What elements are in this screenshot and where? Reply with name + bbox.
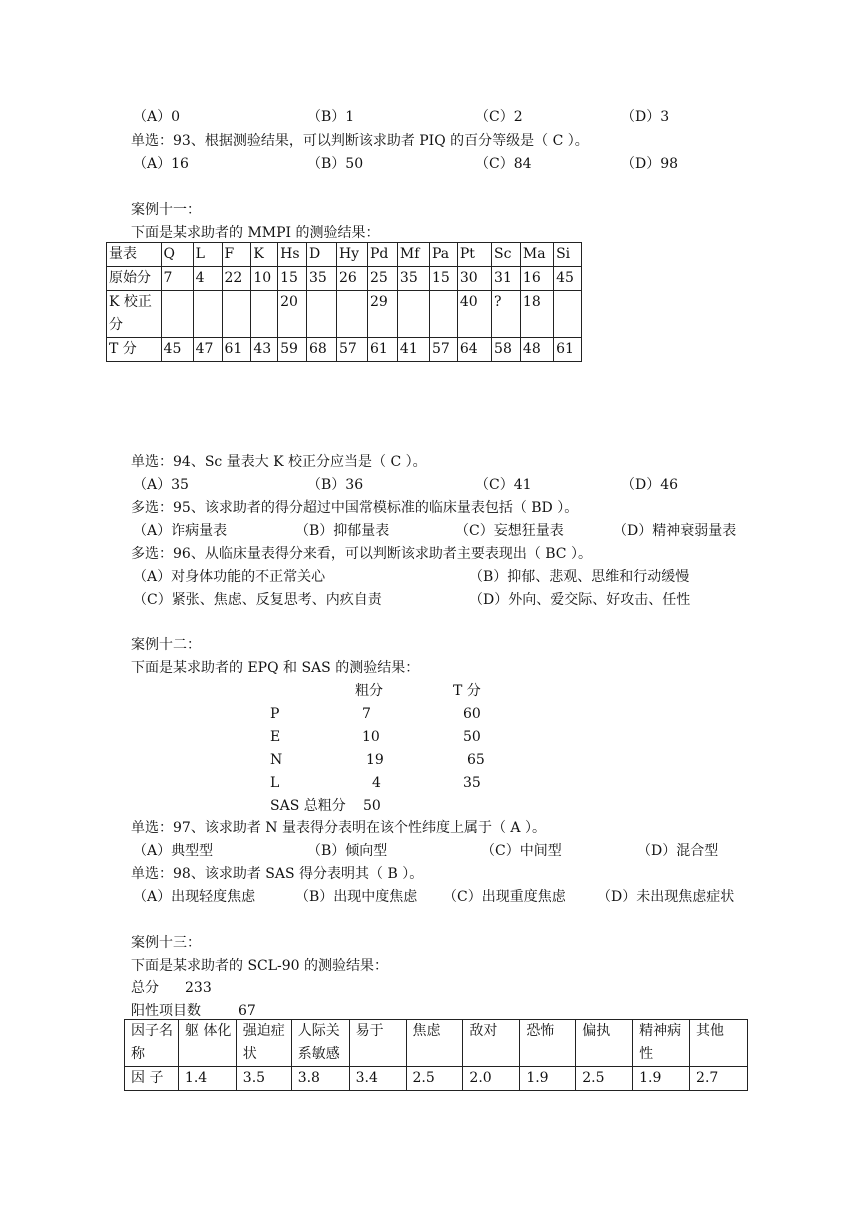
option-a: （A）诈病量表: [133, 523, 228, 539]
table-cell: 57: [430, 338, 458, 362]
case-12-intro: 下面是某求助者的 EPQ 和 SAS 的测验结果：: [131, 660, 420, 676]
row-label: T 分: [107, 338, 162, 362]
epq-scale-name: N: [270, 752, 283, 768]
question-94: 单选：94、Sc 量表大 K 校正分应当是（ C ）。: [131, 454, 427, 470]
header-cell: Hy: [336, 243, 367, 267]
option-c: （C）出现重度焦虑: [443, 889, 566, 905]
table-cell: 57: [336, 338, 367, 362]
option-d: （D）精神衰弱量表: [613, 523, 737, 539]
option-c: （C）中间型: [481, 843, 562, 859]
table-cell: 4: [193, 267, 222, 291]
table-cell: [193, 291, 222, 338]
table-cell: [397, 291, 429, 338]
table-cell: 10: [251, 267, 278, 291]
option-d: （D）未出现焦虑症状: [597, 889, 735, 905]
header-cell: 易于: [349, 1020, 406, 1067]
table-cell: [554, 291, 582, 338]
table-cell: [336, 291, 367, 338]
table-cell: 45: [161, 338, 193, 362]
mmpi-raw-row: [107, 267, 582, 291]
option-a: （A）0: [133, 109, 181, 125]
mmpi-k-row: [107, 291, 582, 338]
table-cell: 20: [278, 291, 307, 338]
table-cell: [430, 291, 458, 338]
header-cell: Hs: [278, 243, 307, 267]
option-c: （C）84: [475, 156, 532, 172]
table-cell: 61: [222, 338, 251, 362]
question-95: 多选：95、该求助者的得分超过中国常模标准的临床量表包括（ BD ）。: [131, 500, 579, 516]
option-d: （D）外向、爱交际、好攻击、任性: [469, 592, 691, 608]
option-c: （C）紧张、焦虑、反复思考、内疚自责: [133, 592, 382, 608]
scl90-header-row: [125, 1020, 748, 1067]
epq-t-score: 35: [463, 775, 481, 791]
question-93: 单选：93、根据测验结果，可以判断该求助者 PIQ 的百分等级是（ C ）。: [131, 133, 589, 149]
header-cell: Mf: [397, 243, 429, 267]
row-label: 因 子: [125, 1067, 179, 1091]
option-c: （C）41: [475, 477, 532, 493]
total-score-value: 233: [185, 980, 212, 996]
header-cell: 敌对: [463, 1020, 520, 1067]
option-b: （B）抑郁量表: [295, 523, 390, 539]
option-b: （B）抑郁、悲观、思维和行动缓慢: [469, 569, 690, 585]
question-96: 多选：96、从临床量表得分来看，可以判断该求助者主要表现出（ BC ）。: [131, 546, 592, 562]
table-cell: 3.5: [236, 1067, 291, 1091]
table-cell: 18: [520, 291, 553, 338]
sas-value: 50: [363, 798, 381, 814]
header-cell: 精神病性: [633, 1020, 690, 1067]
option-a: （A）典型型: [133, 843, 214, 859]
header-cell: 强迫症状: [236, 1020, 291, 1067]
table-cell: 31: [492, 267, 521, 291]
table-cell: [161, 291, 193, 338]
header-cell: 躯 体化: [178, 1020, 236, 1067]
table-cell: 15: [278, 267, 307, 291]
row-label: K 校正分: [107, 291, 162, 338]
total-score-label: 总分: [131, 980, 159, 996]
table-cell: 15: [430, 267, 458, 291]
epq-col-t: T 分: [453, 683, 481, 699]
table-cell: [307, 291, 337, 338]
header-cell: 人际关系敏感: [291, 1020, 349, 1067]
header-cell: D: [307, 243, 337, 267]
option-b: （B）出现中度焦虑: [295, 889, 418, 905]
header-cell: F: [222, 243, 251, 267]
header-cell: 恐怖: [520, 1020, 576, 1067]
mmpi-header-row: [107, 243, 582, 267]
table-cell: 30: [457, 267, 491, 291]
case-13-title: 案例十三：: [131, 935, 201, 951]
header-cell: Ma: [520, 243, 553, 267]
table-cell: 47: [193, 338, 222, 362]
sas-label: SAS 总粗分: [270, 798, 346, 814]
option-b: （B）1: [307, 109, 355, 125]
option-c: （C）2: [475, 109, 523, 125]
question-98: 单选：98、该求助者 SAS 得分表明其（ B ）。: [131, 866, 424, 882]
header-cell: L: [193, 243, 222, 267]
mmpi-table: [106, 242, 582, 362]
table-cell: 68: [307, 338, 337, 362]
table-cell: 2.0: [463, 1067, 520, 1091]
epq-col-raw: 粗分: [355, 683, 383, 699]
header-cell: 因子名称: [125, 1020, 179, 1067]
header-cell: Si: [554, 243, 582, 267]
option-b: （B）36: [307, 477, 364, 493]
header-cell: Pt: [457, 243, 491, 267]
table-cell: ?: [492, 291, 521, 338]
row-label: 原始分: [107, 267, 162, 291]
epq-t-score: 60: [463, 706, 481, 722]
case-13-intro: 下面是某求助者的 SCL-90 的测验结果：: [131, 958, 389, 974]
table-cell: 16: [520, 267, 553, 291]
table-cell: 35: [397, 267, 429, 291]
table-cell: 40: [457, 291, 491, 338]
table-cell: 1.9: [633, 1067, 690, 1091]
option-a: （A）出现轻度焦虑: [133, 889, 256, 905]
header-cell: Sc: [492, 243, 521, 267]
header-cell: Pa: [430, 243, 458, 267]
table-cell: [222, 291, 251, 338]
table-cell: 35: [307, 267, 337, 291]
option-b: （B）50: [307, 156, 364, 172]
epq-raw-score: 19: [366, 752, 384, 768]
table-cell: 3.4: [349, 1067, 406, 1091]
epq-raw-score: 4: [372, 775, 381, 791]
option-d: （D）混合型: [637, 843, 719, 859]
table-cell: 2.5: [406, 1067, 463, 1091]
mmpi-t-row: [107, 338, 582, 362]
epq-scale-name: P: [270, 706, 280, 722]
header-cell: K: [251, 243, 278, 267]
table-cell: 41: [397, 338, 429, 362]
option-d: （D）3: [621, 109, 670, 125]
table-cell: 26: [336, 267, 367, 291]
table-cell: 43: [251, 338, 278, 362]
table-cell: 59: [278, 338, 307, 362]
table-cell: 1.9: [520, 1067, 576, 1091]
header-cell: Q: [161, 243, 193, 267]
scl90-factor-row: [125, 1067, 748, 1091]
question-97: 单选：97、该求助者 N 量表得分表明在该个性纬度上属于（ A ）。: [131, 820, 546, 836]
case-12-title: 案例十二：: [131, 637, 201, 653]
case-11-intro: 下面是某求助者的 MMPI 的测验结果：: [131, 225, 380, 241]
header-cell: 量表: [107, 243, 162, 267]
positive-items-value: 67: [238, 1003, 256, 1019]
header-cell: 偏执: [576, 1020, 633, 1067]
scl90-table: [124, 1019, 748, 1091]
header-cell: 焦虑: [406, 1020, 463, 1067]
header-cell: 其他: [690, 1020, 748, 1067]
table-cell: 1.4: [178, 1067, 236, 1091]
header-cell: Pd: [367, 243, 397, 267]
epq-scale-name: E: [270, 729, 281, 745]
table-cell: 2.7: [690, 1067, 748, 1091]
table-cell: [251, 291, 278, 338]
positive-items-label: 阳性项目数: [131, 1003, 201, 1019]
epq-t-score: 65: [467, 752, 485, 768]
table-cell: 29: [367, 291, 397, 338]
option-c: （C）妄想狂量表: [455, 523, 564, 539]
epq-raw-score: 10: [362, 729, 380, 745]
table-cell: 64: [457, 338, 491, 362]
table-cell: 61: [367, 338, 397, 362]
option-a: （A）35: [133, 477, 189, 493]
option-b: （B）倾向型: [307, 843, 388, 859]
epq-t-score: 50: [463, 729, 481, 745]
table-cell: 25: [367, 267, 397, 291]
epq-raw-score: 7: [362, 706, 371, 722]
table-cell: 61: [554, 338, 582, 362]
table-cell: 58: [492, 338, 521, 362]
table-cell: 48: [520, 338, 553, 362]
option-d: （D）98: [621, 156, 679, 172]
option-a: （A）对身体功能的不正常关心: [133, 569, 326, 585]
table-cell: 45: [554, 267, 582, 291]
table-cell: 7: [161, 267, 193, 291]
table-cell: 22: [222, 267, 251, 291]
table-cell: 2.5: [576, 1067, 633, 1091]
epq-scale-name: L: [270, 775, 280, 791]
option-d: （D）46: [621, 477, 679, 493]
table-cell: 3.8: [291, 1067, 349, 1091]
option-a: （A）16: [133, 156, 189, 172]
case-11-title: 案例十一：: [131, 202, 201, 218]
